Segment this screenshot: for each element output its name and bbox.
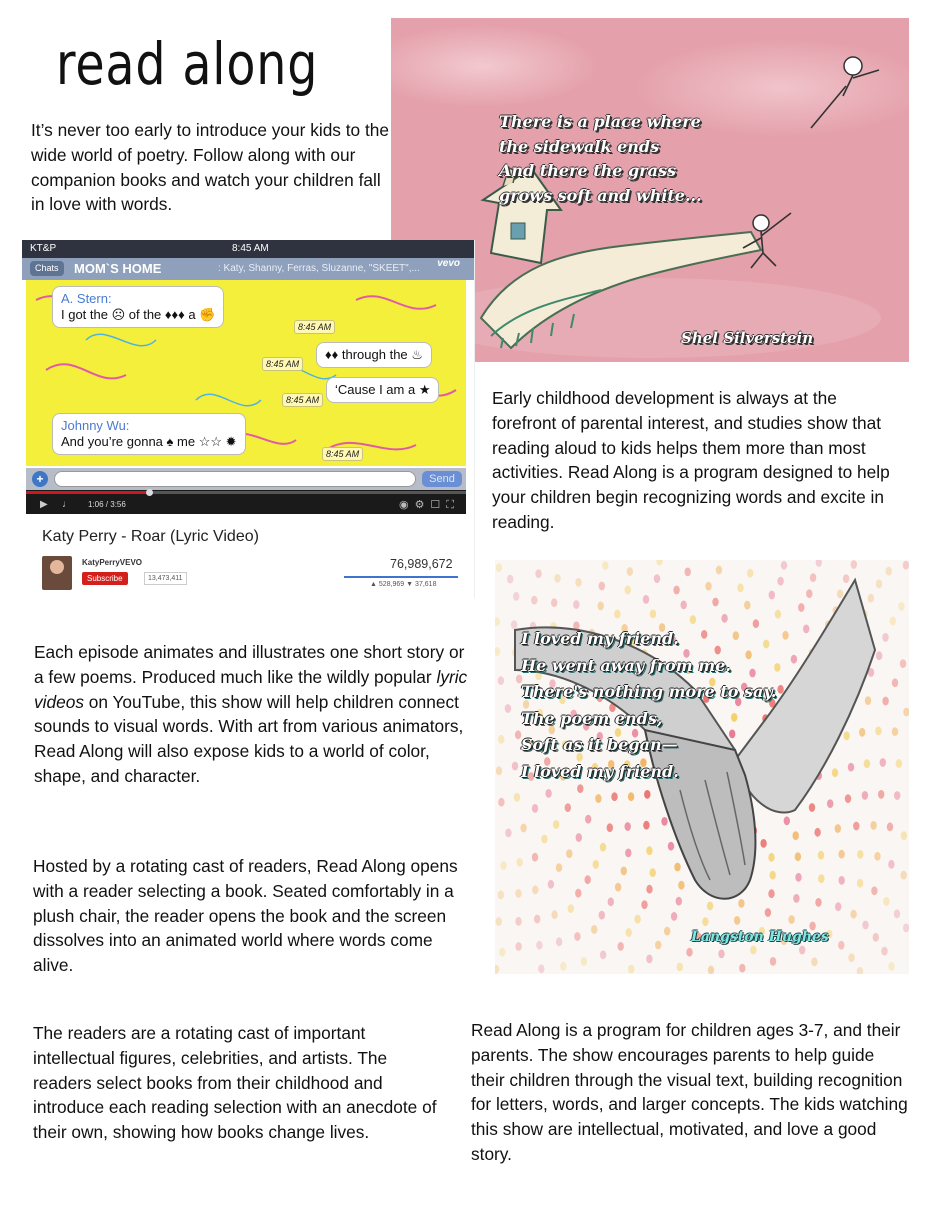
decorative-dot bbox=[768, 853, 774, 862]
decorative-dot bbox=[568, 904, 574, 913]
decorative-dot bbox=[876, 580, 882, 589]
decorative-dot bbox=[862, 921, 868, 930]
intro-paragraph: It’s never too early to introduce your kids to the wide world of poetry. Follow along with our companion books and watch your children fall in love with words. bbox=[31, 120, 389, 215]
decorative-dot bbox=[865, 696, 871, 705]
decorative-dot bbox=[739, 964, 745, 973]
decorative-dot bbox=[894, 909, 900, 918]
decorative-dot bbox=[843, 731, 849, 740]
decorative-dot bbox=[835, 902, 841, 911]
decorative-dot bbox=[634, 915, 640, 924]
decorative-dot bbox=[708, 966, 714, 974]
decorative-dot bbox=[655, 941, 661, 950]
decorative-dot bbox=[888, 962, 894, 971]
decorative-dot bbox=[712, 598, 718, 607]
decorative-dot bbox=[803, 625, 809, 634]
decorative-dot bbox=[515, 942, 521, 951]
chat-area bbox=[26, 280, 466, 466]
decorative-dot bbox=[744, 601, 750, 610]
video-time: 1:06 / 3:56 bbox=[88, 500, 126, 509]
attach-icon[interactable]: + bbox=[32, 471, 48, 487]
decorative-dot bbox=[575, 889, 581, 898]
decorative-dot bbox=[795, 873, 801, 882]
decorative-dot bbox=[585, 815, 591, 824]
decorative-dot bbox=[554, 574, 560, 583]
page-title: read along bbox=[56, 30, 319, 98]
decorative-dot bbox=[625, 849, 631, 858]
decorative-dot bbox=[851, 560, 857, 569]
decorative-dot bbox=[795, 852, 801, 861]
decorative-dot bbox=[532, 885, 538, 894]
decorative-dot bbox=[880, 758, 886, 767]
decorative-dot bbox=[837, 590, 843, 599]
chat-message-1 bbox=[52, 286, 224, 328]
decorative-dot bbox=[553, 820, 559, 829]
decorative-dot bbox=[721, 614, 727, 623]
decorative-dot bbox=[496, 563, 502, 572]
decorative-dot bbox=[886, 567, 892, 576]
decorative-dot bbox=[496, 766, 502, 775]
decorative-dot bbox=[781, 561, 787, 570]
episode-text-end: on YouTube, this show will help children connect sounds to visual words. With art from various animators, Read Along will also expose kids to a world of color, shape, and character. bbox=[34, 691, 464, 786]
decorative-dot bbox=[556, 863, 562, 872]
lyric-video-screenshot bbox=[22, 240, 475, 598]
decorative-dot bbox=[747, 569, 753, 578]
decorative-dot bbox=[901, 831, 907, 840]
decorative-dot bbox=[843, 574, 849, 583]
decorative-dot bbox=[538, 964, 544, 973]
decorative-dot bbox=[646, 955, 652, 964]
carrier-label: KT&P bbox=[30, 243, 57, 254]
channel-avatar[interactable] bbox=[42, 556, 72, 590]
message-timestamp: 8:45 AM bbox=[262, 357, 303, 371]
decorative-dot bbox=[646, 885, 652, 894]
lyric-videos-emphasis: lyric videos bbox=[34, 666, 468, 712]
decorative-dot bbox=[799, 946, 805, 955]
play-icon[interactable]: ▶ bbox=[40, 499, 48, 510]
decorative-dot bbox=[673, 586, 679, 595]
decorative-dot bbox=[681, 601, 687, 610]
dislike-count: 37,618 bbox=[415, 581, 437, 588]
decorative-dot bbox=[850, 910, 856, 919]
decorative-dot bbox=[498, 798, 504, 807]
decorative-dot bbox=[520, 824, 526, 833]
decorative-dot bbox=[595, 794, 601, 803]
readers-paragraph: The readers are a rotating cast of important intellectual figures, celebrities, and artists. The readers select books from their childhood and introduce each reading selection with an anecdote of their own, showing how books change lives. bbox=[33, 1023, 437, 1143]
decorative-dot bbox=[514, 793, 520, 802]
decorative-dot bbox=[839, 876, 845, 885]
decorative-dot bbox=[577, 784, 583, 793]
decorative-dot bbox=[768, 889, 774, 898]
hosted-paragraph: Hosted by a rotating cast of readers, Read Along opens with a reader selecting a book. Seated comfortably in a plush chair, the reader opens the book and the screen dissolves into an animated world where words come alive. bbox=[33, 856, 458, 976]
decorative-dot bbox=[818, 874, 824, 883]
decorative-dot bbox=[644, 790, 650, 799]
decorative-dot bbox=[566, 849, 572, 858]
decorative-dot bbox=[585, 875, 591, 884]
decorative-dot bbox=[750, 946, 756, 955]
decorative-dot bbox=[607, 823, 613, 832]
decorative-dot bbox=[593, 860, 599, 869]
decorative-dot bbox=[894, 791, 900, 800]
decorative-dot bbox=[600, 950, 606, 959]
chat-title: MOM`S HOME bbox=[74, 261, 162, 276]
decorative-dot bbox=[535, 569, 541, 578]
decorative-dot bbox=[777, 577, 783, 586]
decorative-dot bbox=[621, 867, 627, 876]
decorative-dot bbox=[500, 861, 506, 870]
decorative-dot bbox=[864, 759, 870, 768]
decorative-dot bbox=[832, 768, 838, 777]
message-text: ♦♦ through the ♨ bbox=[325, 347, 423, 362]
decorative-dot bbox=[798, 603, 804, 612]
decorative-dot bbox=[811, 957, 817, 966]
decorative-dot bbox=[532, 853, 538, 862]
decorative-dot bbox=[810, 573, 816, 582]
decorative-dot bbox=[896, 759, 902, 768]
decorative-dot bbox=[827, 799, 833, 808]
decorative-dot bbox=[784, 816, 790, 825]
shel-author: Shel Silverstein bbox=[681, 329, 814, 347]
decorative-dot bbox=[600, 843, 606, 852]
decorative-dot bbox=[599, 582, 605, 591]
progress-played bbox=[26, 491, 149, 494]
decorative-dot bbox=[770, 957, 776, 966]
decorative-dot bbox=[534, 915, 540, 924]
decorative-dot bbox=[498, 676, 504, 685]
decorative-dot bbox=[857, 850, 863, 859]
decorative-dot bbox=[875, 727, 881, 736]
decorative-dot bbox=[591, 925, 597, 934]
decorative-dot bbox=[898, 602, 904, 611]
decorative-dot bbox=[574, 932, 580, 941]
decorative-dot bbox=[496, 917, 502, 926]
decorative-dot bbox=[654, 574, 660, 583]
decorative-dot bbox=[511, 620, 517, 629]
message-timestamp: 8:45 AM bbox=[282, 393, 323, 407]
decorative-dot bbox=[575, 578, 581, 587]
decorative-dot bbox=[598, 602, 604, 611]
decorative-dot bbox=[892, 678, 898, 687]
decorative-dot bbox=[551, 598, 557, 607]
decorative-dot bbox=[838, 850, 844, 859]
decorative-dot bbox=[650, 868, 656, 877]
chats-back-button[interactable]: Chats bbox=[30, 261, 64, 276]
decorative-dot bbox=[853, 822, 859, 831]
decorative-dot bbox=[765, 908, 771, 917]
decorative-dot bbox=[707, 902, 713, 911]
decorative-dot bbox=[650, 610, 656, 619]
decorative-dot bbox=[541, 835, 547, 844]
decorative-dot bbox=[809, 803, 815, 812]
decorative-dot bbox=[498, 891, 504, 900]
decorative-dot bbox=[857, 879, 863, 888]
decorative-dot bbox=[545, 789, 551, 798]
decorative-dot bbox=[859, 728, 865, 737]
volume-icon[interactable]: ♩ bbox=[62, 499, 72, 510]
decorative-dot bbox=[643, 821, 649, 830]
thumbs-down-icon[interactable]: ▼ bbox=[406, 581, 414, 588]
decorative-dot bbox=[686, 948, 692, 957]
subscriber-count: 13,473,411 bbox=[144, 572, 187, 585]
decorative-dot bbox=[627, 567, 633, 576]
decorative-dot bbox=[495, 647, 500, 656]
decorative-dot bbox=[718, 950, 724, 959]
decorative-dot bbox=[848, 763, 854, 772]
audience-paragraph: Read Along is a program for children ages 3-7, and their parents. The show encourages parents to help guide their children through the visual text, building recognition for letters, words, and larger concepts. The kids watching this show are intellectual, motivated, and love a good story. bbox=[471, 1020, 908, 1164]
langston-poem: I loved my friend. He went away from me. There's nothing more to say. The poem ends, Soft as it began— I loved my friend. bbox=[521, 629, 777, 781]
decorative-dot bbox=[816, 560, 822, 567]
episode-text-start: Each episode animates and illustrates one short story or a few poems. Produced much like the wildly popular bbox=[34, 642, 465, 687]
decorative-dot bbox=[868, 594, 874, 603]
video-player-controls bbox=[26, 490, 466, 514]
decorative-dot bbox=[873, 933, 879, 942]
shel-poem: There is a place where the sidewalk ends And there the grass grows soft and white... bbox=[499, 112, 702, 205]
decorative-dot bbox=[615, 883, 621, 892]
decorative-dot bbox=[881, 947, 887, 956]
decorative-dot bbox=[678, 881, 684, 890]
message-sender: A. Stern: bbox=[61, 291, 112, 306]
decorative-dot bbox=[661, 817, 667, 826]
decorative-dot bbox=[495, 965, 499, 974]
subscribe-button[interactable]: Subscribe bbox=[82, 572, 128, 585]
decorative-dot bbox=[882, 633, 888, 642]
decorative-dot bbox=[685, 568, 691, 577]
decorative-dot bbox=[845, 794, 851, 803]
decorative-dot bbox=[903, 924, 909, 933]
decorative-dot bbox=[551, 910, 557, 919]
decorative-dot bbox=[507, 575, 513, 584]
decorative-dot bbox=[903, 708, 909, 717]
decorative-dot bbox=[775, 610, 781, 619]
video-title[interactable]: Katy Perry - Roar (Lyric Video) bbox=[42, 528, 259, 545]
chat-members: : Katy, Shanny, Ferras, Sluzanne, "SKEET",... bbox=[218, 263, 420, 274]
decorative-dot bbox=[835, 824, 841, 833]
decorative-dot bbox=[814, 828, 820, 837]
decorative-dot bbox=[625, 586, 631, 595]
decorative-dot bbox=[664, 927, 670, 936]
decorative-dot bbox=[576, 833, 582, 842]
decorative-dot bbox=[674, 863, 680, 872]
development-paragraph: Early childhood development is always at the forefront of parental interest, and studies show that reading aloud to kids helps them more than most activities. Read Along is a program designed to help your children begin recognizing words and excite in reading. bbox=[492, 388, 890, 532]
decorative-dot bbox=[870, 821, 876, 830]
decorative-dot bbox=[734, 916, 740, 925]
message-input-bar bbox=[26, 468, 466, 490]
decorative-dot bbox=[878, 790, 884, 799]
decorative-dot bbox=[887, 822, 893, 831]
decorative-dot bbox=[515, 917, 521, 926]
decorative-dot bbox=[628, 792, 634, 801]
channel-name[interactable]: KatyPerryVEVO bbox=[82, 558, 143, 567]
view-count: 76,989,672 bbox=[390, 557, 453, 571]
decorative-dot bbox=[532, 804, 538, 813]
decorative-dot bbox=[556, 937, 562, 946]
decorative-dot bbox=[862, 791, 868, 800]
decorative-dot bbox=[608, 897, 614, 906]
decorative-dot bbox=[903, 561, 909, 570]
decorative-dot bbox=[737, 583, 743, 592]
langston-author: Langston Hughes bbox=[691, 929, 829, 945]
decorative-dot bbox=[628, 965, 634, 974]
decorative-dot bbox=[705, 582, 711, 591]
decorative-dot bbox=[770, 871, 776, 880]
decorative-dot bbox=[793, 831, 799, 840]
message-text: And you’re gonna ♠ me ☆☆ ✹ bbox=[61, 434, 237, 449]
message-text: ‘Cause I am a ★ bbox=[335, 382, 431, 397]
chat-message-3 bbox=[326, 377, 439, 403]
decorative-dot bbox=[599, 911, 605, 920]
langston-hughes-illustration bbox=[495, 560, 909, 974]
status-time: 8:45 AM bbox=[232, 243, 269, 254]
progress-handle[interactable] bbox=[146, 489, 153, 496]
decorative-dot bbox=[499, 948, 505, 957]
decorative-dot bbox=[876, 651, 882, 660]
decorative-dot bbox=[513, 592, 519, 601]
decorative-dot bbox=[581, 957, 587, 966]
decorative-dot bbox=[900, 659, 906, 668]
decorative-dot bbox=[848, 953, 854, 962]
decorative-dot bbox=[517, 858, 523, 867]
decorative-dot bbox=[838, 941, 844, 950]
decorative-dot bbox=[782, 631, 788, 640]
decorative-dot bbox=[818, 851, 824, 860]
decorative-dot bbox=[641, 900, 647, 909]
player-settings-icons[interactable]: ◉⚙☐⛶ bbox=[398, 499, 460, 511]
decorative-dot bbox=[788, 915, 794, 924]
decorative-dot bbox=[515, 889, 521, 898]
decorative-dot bbox=[625, 822, 631, 831]
decorative-dot bbox=[505, 704, 511, 713]
decorative-dot bbox=[677, 963, 683, 972]
message-timestamp: 8:45 AM bbox=[294, 320, 335, 334]
decorative-dot bbox=[690, 615, 696, 624]
decorative-dot bbox=[676, 897, 682, 906]
decorative-dot bbox=[548, 880, 554, 889]
decorative-dot bbox=[760, 839, 766, 848]
decorative-dot bbox=[602, 561, 608, 570]
chat-message-4 bbox=[52, 413, 246, 455]
decorative-dot bbox=[495, 617, 500, 626]
message-text: I got the ☹ of the ♦♦♦ a ✊ bbox=[61, 307, 216, 322]
decorative-dot bbox=[656, 560, 662, 566]
decorative-dot bbox=[643, 595, 649, 604]
message-sender: Johnny Wu: bbox=[61, 418, 130, 433]
decorative-dot bbox=[777, 685, 783, 694]
decorative-dot bbox=[536, 941, 542, 950]
decorative-dot bbox=[890, 617, 896, 626]
message-input[interactable] bbox=[54, 471, 416, 487]
decorative-dot bbox=[531, 596, 537, 605]
decorative-dot bbox=[505, 829, 511, 838]
decorative-dot bbox=[806, 589, 812, 598]
decorative-dot bbox=[883, 897, 889, 906]
decorative-dot bbox=[565, 803, 571, 812]
decorative-dot bbox=[791, 655, 797, 664]
decorative-dot bbox=[874, 852, 880, 861]
decorative-dot bbox=[716, 566, 722, 575]
like-count: 528,969 bbox=[378, 581, 405, 588]
chat-navbar bbox=[22, 258, 474, 280]
like-counts bbox=[370, 581, 436, 588]
decorative-dot bbox=[857, 967, 863, 974]
rating-bar bbox=[344, 576, 458, 578]
decorative-dot bbox=[738, 899, 744, 908]
vevo-watermark: vevo bbox=[437, 258, 460, 269]
status-bar bbox=[22, 240, 474, 258]
decorative-dot bbox=[888, 860, 894, 869]
decorative-dot bbox=[614, 610, 620, 619]
message-timestamp: 8:45 AM bbox=[322, 447, 363, 461]
decorative-dot bbox=[671, 912, 677, 921]
episode-paragraph bbox=[34, 640, 474, 789]
send-button[interactable]: Send bbox=[422, 471, 462, 487]
decorative-dot bbox=[646, 846, 652, 855]
decorative-dot bbox=[793, 894, 799, 903]
decorative-dot bbox=[769, 591, 775, 600]
decorative-dot bbox=[882, 697, 888, 706]
decorative-dot bbox=[815, 898, 821, 907]
decorative-dot bbox=[618, 942, 624, 951]
decorative-dot bbox=[668, 842, 674, 851]
decorative-dot bbox=[611, 792, 617, 801]
decorative-dot bbox=[626, 928, 632, 937]
decorative-dot bbox=[498, 735, 504, 744]
decorative-dot bbox=[871, 886, 877, 895]
decorative-dot bbox=[573, 600, 579, 609]
decorative-dot bbox=[892, 727, 898, 736]
decorative-dot bbox=[901, 871, 907, 880]
chat-message-2 bbox=[316, 342, 432, 368]
thumbs-up-icon[interactable]: ▲ bbox=[370, 581, 377, 588]
decorative-dot bbox=[512, 762, 518, 771]
decorative-dot bbox=[560, 962, 566, 971]
decorative-dot bbox=[702, 917, 708, 926]
